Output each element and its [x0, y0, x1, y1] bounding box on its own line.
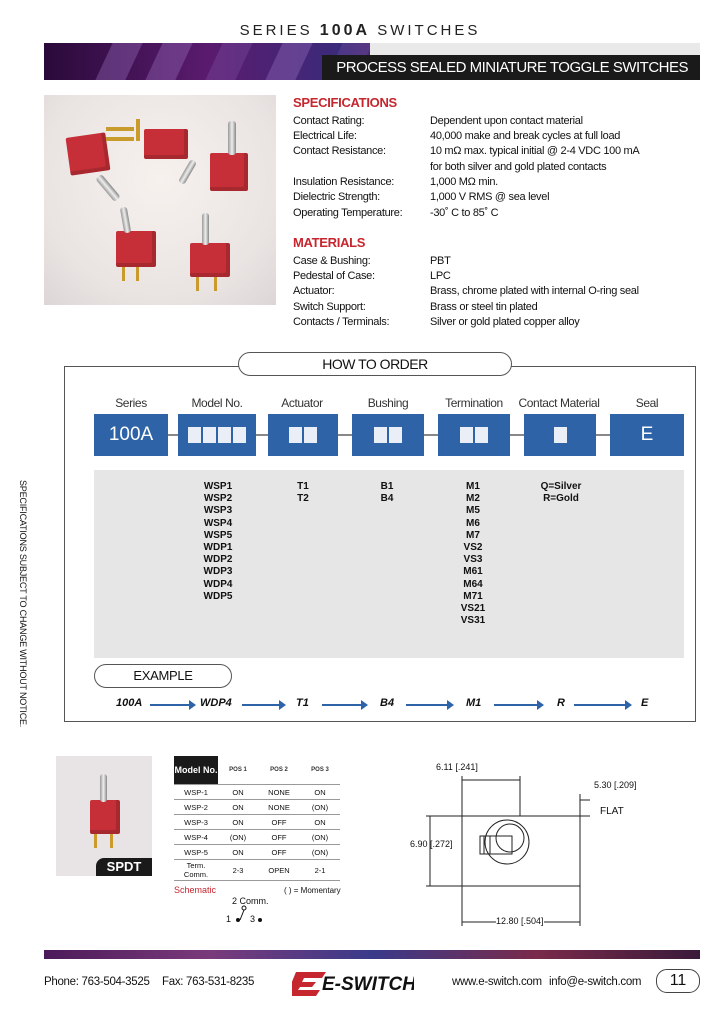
- termination-code-box: [438, 414, 510, 456]
- spdt-tag: SPDT: [96, 858, 152, 876]
- table-row: [174, 830, 340, 845]
- table-row: [174, 815, 340, 830]
- bushing-option: B1: [380, 481, 394, 492]
- table-cell: WSP-3: [174, 815, 218, 830]
- schematic-diagram: [230, 904, 270, 926]
- schematic-comm: 2 Comm.: [232, 896, 269, 906]
- flat-label: FLAT: [600, 806, 624, 817]
- dim-left: 6.90 [.272]: [410, 839, 453, 849]
- contact-option: R=Gold: [543, 493, 579, 505]
- spec-value: -30˚ C to 85˚ C: [430, 207, 499, 219]
- bushing-code-box: [352, 414, 424, 456]
- table-cell: Term. Comm.: [174, 860, 218, 881]
- termination-option: VS21: [460, 603, 486, 615]
- series-suffix: SWITCHES: [377, 22, 481, 39]
- material-value: Silver or gold plated copper alloy: [430, 316, 580, 328]
- table-cell: ON: [218, 800, 258, 815]
- material-value: Brass or steel tin plated: [430, 301, 538, 313]
- table-cell: OFF: [258, 845, 300, 860]
- model-option: WSP4: [203, 517, 233, 529]
- termination-option: M71: [463, 590, 483, 602]
- model-code-box: [178, 414, 256, 456]
- series-title: [0, 22, 720, 40]
- material-value: Brass, chrome plated with internal O-ring seal: [430, 285, 639, 297]
- table-cell: WSP-4: [174, 830, 218, 845]
- dim-bottom: 12.80 [.504]: [496, 916, 544, 926]
- bushing-option: B4: [380, 493, 394, 505]
- phone: Phone: 763-504-3525: [44, 976, 150, 988]
- table-cell: ON: [218, 785, 258, 800]
- column-label-seal: Seal: [635, 396, 659, 410]
- bushing-options: [366, 481, 408, 505]
- table-row: [174, 845, 340, 860]
- example-bushing: B4: [380, 697, 395, 709]
- table-cell: (ON): [218, 830, 258, 845]
- table-cell: (ON): [300, 845, 340, 860]
- spec-label: Insulation Resistance:: [293, 176, 395, 188]
- table-row: [174, 800, 340, 815]
- table-cell: WSP-2: [174, 800, 218, 815]
- fax: Fax: 763-531-8235: [162, 976, 255, 988]
- column-label-contact-material: Contact Material: [518, 396, 600, 410]
- table-header-pos2: POS 2: [258, 756, 300, 785]
- materials-heading: MATERIALS: [293, 235, 366, 250]
- model-option: WDP4: [203, 578, 233, 590]
- table-cell: WSP-1: [174, 785, 218, 800]
- model-option: WSP1: [203, 481, 233, 492]
- model-option: WDP1: [203, 542, 233, 554]
- table-cell: 2-3: [218, 860, 258, 881]
- material-label: Pedestal of Case:: [293, 270, 375, 282]
- website-link[interactable]: www.e-switch.com: [452, 976, 542, 988]
- table-cell: NONE: [258, 785, 300, 800]
- model-option: WDP3: [203, 566, 233, 578]
- header-band: [44, 43, 700, 80]
- seal-code-box: [610, 414, 684, 456]
- column-label-series: Series: [115, 396, 147, 410]
- table-row: [174, 785, 340, 800]
- spec-label: Contact Resistance:: [293, 145, 386, 157]
- termination-option: M64: [463, 578, 483, 590]
- model-options: [190, 481, 246, 603]
- termination-option: M1: [466, 481, 480, 492]
- how-to-order-title: HOW TO ORDER: [238, 352, 512, 376]
- material-value: PBT: [430, 255, 451, 267]
- spec-value: 1,000 MΩ min.: [430, 176, 498, 188]
- product-photo: [44, 95, 276, 305]
- example-label: EXAMPLE: [94, 664, 232, 688]
- contact-code-box: [524, 414, 596, 456]
- footer-band: [44, 950, 700, 959]
- example-model: WDP4: [200, 697, 232, 709]
- example-series: 100A: [116, 697, 143, 709]
- actuator-options: [282, 481, 324, 505]
- dim-top: 6.11 [.241]: [436, 762, 478, 772]
- model-table: [174, 756, 340, 881]
- model-option: WSP5: [203, 529, 233, 541]
- email-link[interactable]: info@e-switch.com: [549, 976, 642, 988]
- actuator-option: T1: [297, 481, 309, 492]
- actuator-option: T2: [297, 493, 309, 505]
- model-option: WDP2: [203, 554, 233, 566]
- termination-option: M61: [463, 566, 483, 578]
- spec-value: Dependent upon contact material: [430, 115, 583, 127]
- model-option: WDP5: [203, 590, 233, 602]
- contact-option: Q=Silver: [540, 481, 582, 492]
- material-label: Actuator:: [293, 285, 335, 297]
- table-cell: ON: [218, 815, 258, 830]
- page-subtitle: PROCESS SEALED MINIATURE TOGGLE SWITCHES: [322, 55, 700, 80]
- side-notice: SPECIFICATIONS SUBJECT TO CHANGE WITHOUT NOTICE.: [18, 480, 28, 728]
- series-code: 100A: [108, 424, 154, 445]
- schematic-label: Schematic: [174, 885, 217, 895]
- table-cell: 2-1: [300, 860, 340, 881]
- logo-text: E-SWITCH: [322, 974, 414, 995]
- schematic-terminal-1: 1: [226, 914, 232, 924]
- termination-option: VS3: [463, 554, 483, 566]
- example-actuator: T1: [296, 697, 309, 709]
- model-option: WSP3: [203, 505, 233, 517]
- table-row: [174, 860, 340, 881]
- page-number: 11: [656, 969, 700, 993]
- actuator-code-box: [268, 414, 338, 456]
- table-cell: ON: [300, 815, 340, 830]
- table-cell: (ON): [300, 830, 340, 845]
- spec-label: Contact Rating:: [293, 115, 365, 127]
- spec-value: for both silver and gold plated contacts: [430, 161, 607, 173]
- material-label: Switch Support:: [293, 301, 366, 313]
- series-number: 100A: [319, 22, 371, 39]
- termination-option: VS31: [460, 615, 486, 627]
- seal-code: E: [640, 424, 654, 445]
- table-header-model: Model No.: [174, 756, 218, 785]
- spec-label: Operating Temperature:: [293, 207, 403, 219]
- table-cell: OFF: [258, 830, 300, 845]
- example-seal: E: [641, 697, 649, 709]
- series-code-box: [94, 414, 168, 456]
- termination-option: M5: [466, 505, 480, 517]
- schematic-terminal-3: 3: [250, 914, 256, 924]
- spec-label: Dielectric Strength:: [293, 191, 380, 203]
- column-label-termination: Termination: [445, 396, 503, 410]
- series-prefix: SERIES: [239, 22, 313, 39]
- table-cell: ON: [300, 785, 340, 800]
- example-termination: M1: [466, 697, 482, 709]
- spec-value: 1,000 V RMS @ sea level: [430, 191, 550, 203]
- table-cell: NONE: [258, 800, 300, 815]
- example-contact: R: [557, 697, 565, 709]
- column-label-bushing: Bushing: [367, 396, 409, 410]
- spec-label: Electrical Life:: [293, 130, 357, 142]
- table-cell: (ON): [300, 800, 340, 815]
- material-label: Case & Bushing:: [293, 255, 371, 267]
- spec-value: 10 mΩ max. typical initial @ 2-4 VDC 100 mA: [430, 145, 640, 157]
- table-header-pos3: POS 3: [300, 756, 340, 785]
- dim-right: 5.30 [.209]: [594, 780, 637, 790]
- spec-value: 40,000 make and break cycles at full load: [430, 130, 621, 142]
- termination-option: M6: [466, 517, 480, 529]
- termination-options: [450, 481, 496, 627]
- column-label-actuator: Actuator: [281, 396, 323, 410]
- column-label-model: Model No.: [191, 396, 243, 410]
- contact-options: [526, 481, 596, 505]
- table-header-pos1: POS 1: [218, 756, 258, 785]
- termination-option: VS2: [463, 542, 483, 554]
- company-logo: [292, 966, 414, 996]
- specifications-heading: SPECIFICATIONS: [293, 95, 397, 110]
- table-cell: ON: [218, 845, 258, 860]
- table-cell: OFF: [258, 815, 300, 830]
- table-cell: WSP-5: [174, 845, 218, 860]
- momentary-label: ( ) = Momentary: [284, 886, 341, 895]
- material-value: LPC: [430, 270, 451, 282]
- material-label: Contacts / Terminals:: [293, 316, 390, 328]
- termination-option: M7: [466, 529, 480, 541]
- model-option: WSP2: [203, 493, 233, 505]
- termination-option: M2: [466, 493, 480, 505]
- table-cell: OPEN: [258, 860, 300, 881]
